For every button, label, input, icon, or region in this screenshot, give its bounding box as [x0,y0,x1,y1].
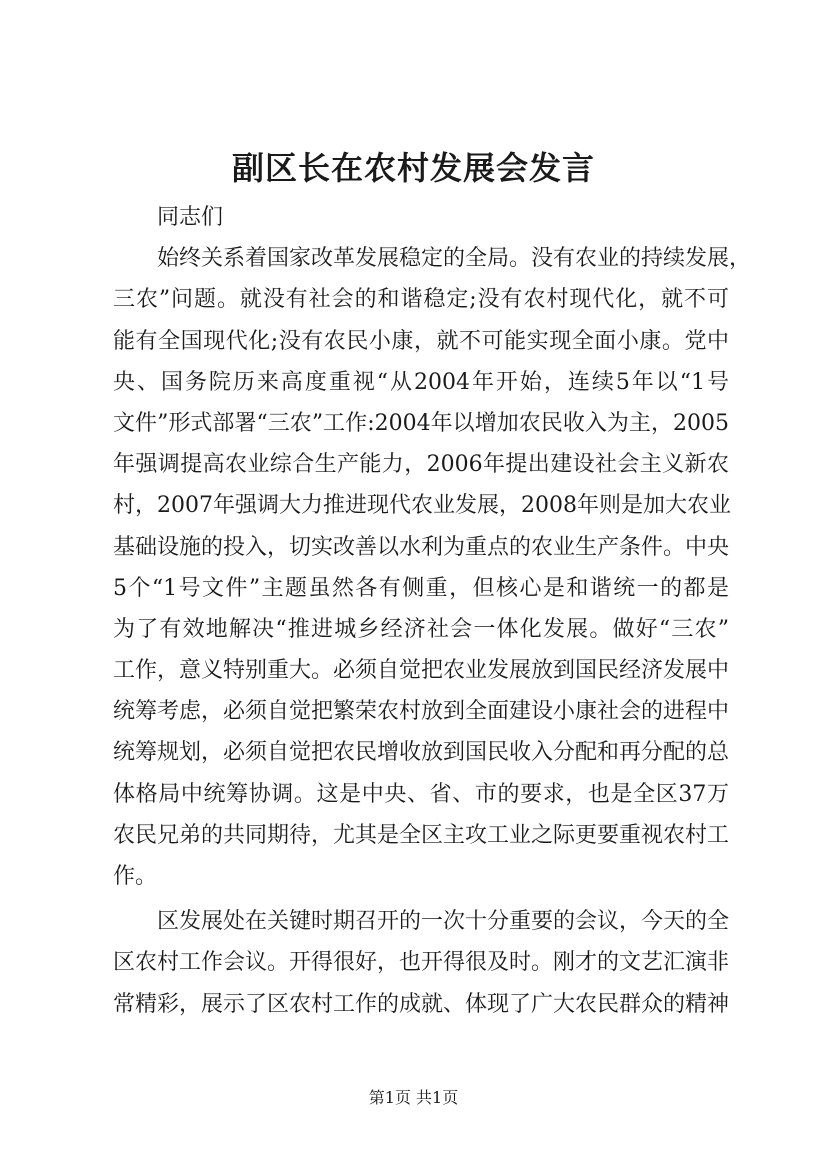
document-title: 副区长在农村发展会发言 [231,149,595,187]
paragraph-2 [113,901,729,1025]
paragraph-line: 为了有效地解决“推进城乡经济社会一体化发展。做好“三农” [113,616,729,642]
paragraph-line: 始终关系着国家改革发展稳定的全局。没有农业的持续发展， [157,246,752,272]
paragraph-line: 文件”形式部署“三农”工作:2004年以增加农民收入为主，2005 [113,410,729,436]
paragraph-line: 农民兄弟的共同期待，尤其是全区主攻工业之际更要重视农村工 [113,822,730,848]
paragraph-line: 5个“1号文件”主题虽然各有侧重，但核心是和谐统一的都是 [113,575,729,601]
paragraph-line: 体格局中统筹协调。这是中央、省、市的要求，也是全区37万 [113,781,729,807]
paragraph-line: 统筹考虑，必须自觉把繁荣农村放到全面建设小康社会的进程中 [113,699,730,725]
paragraph-line: 基础设施的投入，切实改善以水利为重点的农业生产条件。中央 [113,534,730,560]
paragraph-line: 工作，意义特别重大。必须自觉把农业发展放到国民经济发展中 [113,658,730,684]
salutation: 同志们 [157,205,224,230]
paragraph-line: 三农”问题。就没有社会的和谐稳定;没有农村现代化，就不可 [113,287,729,313]
paragraph-line: 作。 [113,864,158,889]
paragraph-line: 央、国务院历来高度重视“从2004年开始，连续5年以“1号 [113,369,729,395]
paragraph-line: 能有全国现代化;没有农民小康，就不可能实现全面小康。党中 [113,328,729,354]
paragraph-line: 村，2007年强调大力推进现代农业发展，2008年则是加大农业 [113,493,731,519]
document-body [113,197,752,1025]
paragraph-line: 年强调提高农业综合生产能力，2006年提出建设社会主义新农 [113,452,729,478]
paragraph-line: 区农村工作会议。开得很好，也开得很及时。刚才的文艺汇演非 [113,950,730,976]
page-footer: 第1页 共1页 [368,1088,459,1107]
paragraph-1 [113,238,752,897]
paragraph-line: 统筹规划，必须自觉把农民增收放到国民收入分配和再分配的总 [113,740,730,766]
paragraph-line: 区发展处在关键时期召开的一次十分重要的会议，今天的全 [157,909,730,935]
paragraph-line: 常精彩，展示了区农村工作的成就、体现了广大农民群众的精神 [113,991,730,1017]
